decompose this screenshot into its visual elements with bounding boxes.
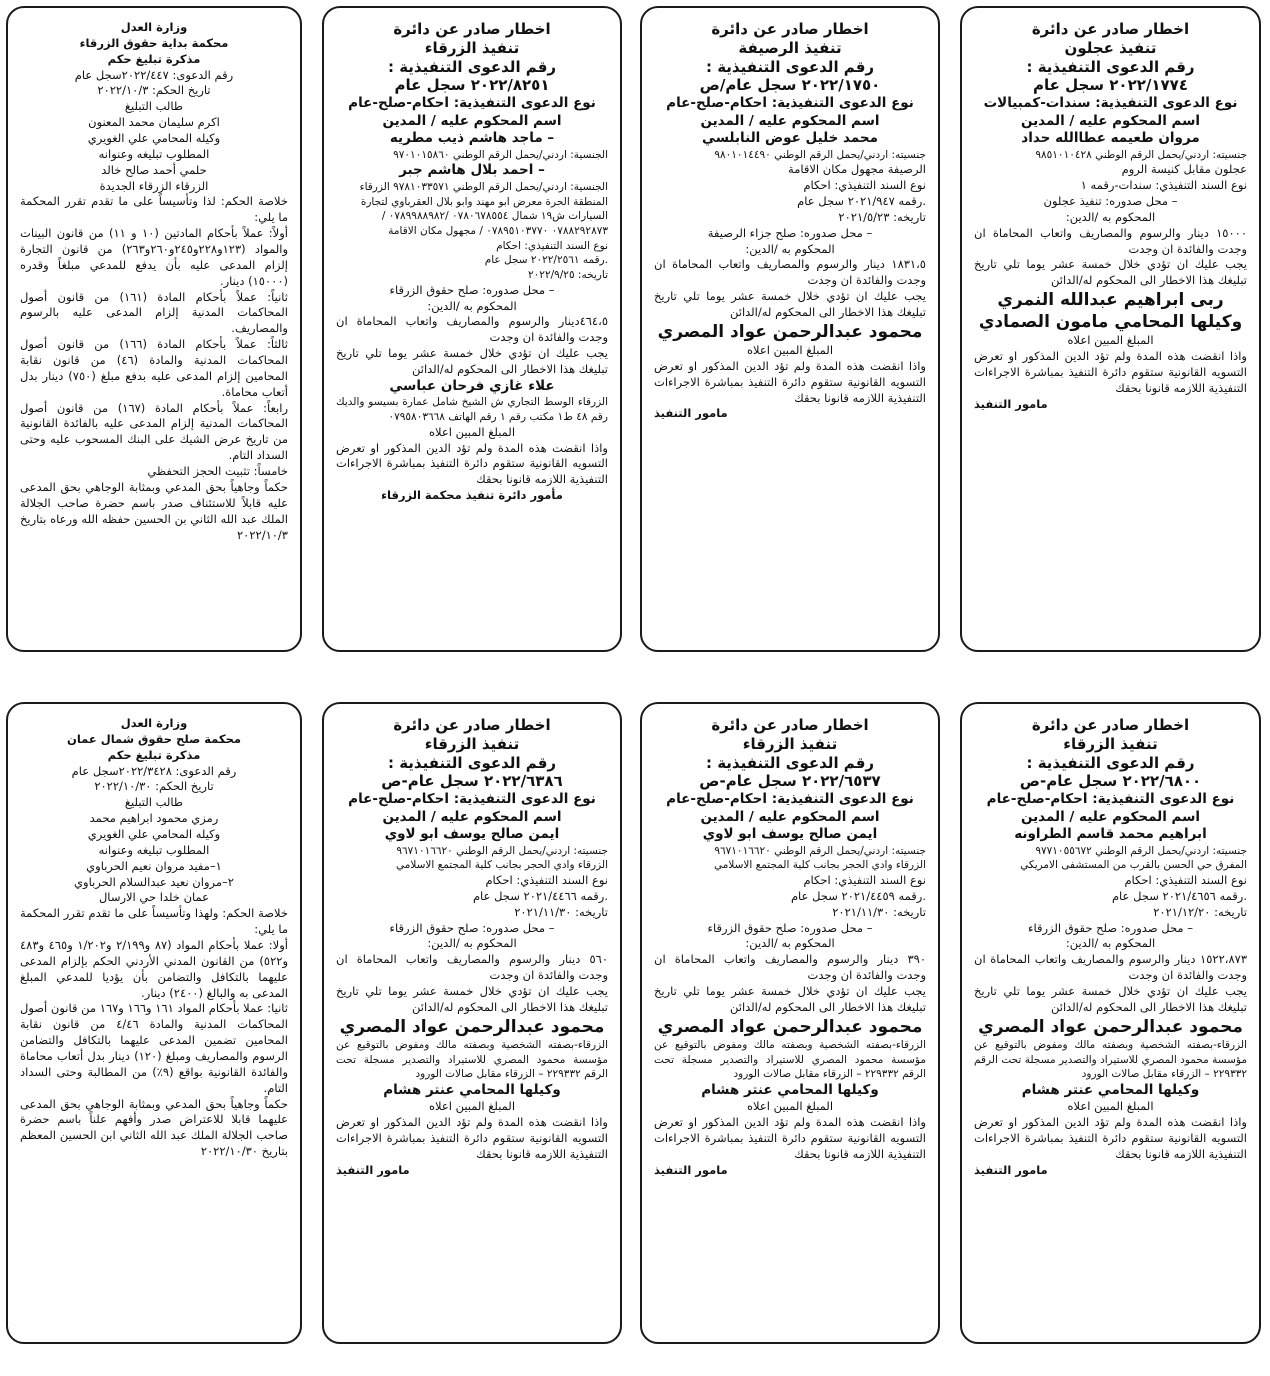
notice-line: مأمور دائرة تنفيذ محكمة الزرقاء <box>381 488 563 503</box>
notice-line: اسم المحكوم عليه / المدين <box>382 808 562 825</box>
notice-line: يجب عليك ان تؤدي خلال خمسة عشر يوما تلي تاريخ تبليغك هذا الاخطار الى المحكوم له/الدائن <box>336 984 608 1014</box>
notice-line: عجلون مقابل كنيسة الروم <box>1121 162 1247 177</box>
notice-line: تاريخه: ٢٠٢٢/٩/٢٥ <box>528 269 608 281</box>
notice-line: جنسيته: اردني/يحمل الرقم الوطني ٩٧٧١٠٥٥٦٧٢ <box>1035 844 1247 857</box>
notice-line: ٢٠٢٢/٨٢٥١ سجل عام <box>394 76 550 95</box>
notice-line: تنفيذ الرصيفة <box>738 38 842 57</box>
notice-line: تنفيذ الزرقاء <box>742 734 838 753</box>
notice-line: نوع الدعوى التنفيذية: احكام-صلح-عام <box>986 791 1235 807</box>
notice-line: الزرقاء-بصفته الشخصية وبصفته مالك ومفوض بالتوقيع عن مؤسسة محمود المصري للاستيراد والتصدير مسجلة تحت الرقم ٢٢٩٣٣٢ – الزرقاء مقابل صالات الورود <box>336 1038 608 1081</box>
notice-line: واذا انقضت هذه المدة ولم تؤد الدين المذكور او تعرض التسويه القانونية ستقوم دائرة التنفيذ بمباشرة الاجراءات التنفيذية اللازمه قانونا بحقك <box>654 1115 926 1162</box>
notice-line: واذا انقضت هذه المدة ولم تؤد الدين المذكور او تعرض التسويه القانونية ستقوم دائرة التنفيذ بمباشرة الاجراءات التنفيذية اللازمه قانونا بحقك <box>654 358 926 405</box>
notice-line: ٢٠٢٢/١٧٥٠ سجل عام/ص <box>699 76 881 95</box>
notice-line: طالب التبليغ <box>124 99 184 114</box>
notice-line: مامور التنفيذ <box>974 396 1048 411</box>
notice-line: يجب عليك ان تؤدي خلال خمسة عشر يوما تلي تاريخ تبليغك هذا الاخطار الى المحكوم له/الدائن <box>654 289 926 320</box>
notice-line: – محل صدوره: صلح حقوق الزرقاء <box>389 920 555 935</box>
notice-line: نوع الدعوى التنفيذية: احكام-صلح-عام <box>666 791 914 807</box>
notice-line: رابعاً: عملاً بأحكام المادة (١٦٧) من قانون أصول المحاكمات المدنية إلزام المدعى عليه بالفائدة القانونية من تاريخ عرض الشيك على البنك المسحوب عليه وحتى السداد التام. <box>20 400 288 463</box>
notice-line: علاء غازي فرحان عباسي <box>389 377 555 394</box>
notice-line: جنسيته: اردني/يحمل الرقم الوطني ٩٨٥١٠١٠٤٢٨ <box>1035 148 1247 161</box>
notice-rusaifa-1750 <box>640 6 940 652</box>
notice-line: حكماً وجاهياً بحق المدعي وبمثابة الوجاهي بحق المدعى عليه قابلاً للاستئناف صدر باسم حضرة صاحب الجلالة الملك عبد الله الثاني بن الحسين حفظه الله ورعاه بتاريخ ٢٠٢٢/١٠/٣ <box>20 479 288 542</box>
notice-line: – محل صدوره: صلح جزاء الرصيفة <box>707 225 873 240</box>
notice-line: محكمة بداية حقوق الزرقاء <box>79 35 229 50</box>
notice-line: مذكرة تبليغ حكم <box>107 51 201 66</box>
notice-line: جنسيته: اردني/يحمل الرقم الوطني ٩٦٧١٠١٦٦٢٠ <box>396 844 608 857</box>
notice-line: اسم المحكوم عليه / المدين <box>700 808 880 825</box>
notice-line: الزرقاء الزرقاء الجديدة <box>99 178 209 193</box>
notice-line: نوع الدعوى التنفيذية: احكام-صلح-عام <box>348 95 596 111</box>
notice-line: عمان خلدا حي الارسال <box>98 890 210 905</box>
notice-line: الزرقاء وادي الحجر بجانب كلية المجتمع الاسلامي <box>395 859 608 872</box>
notice-line: المحكوم به /الدين: <box>745 241 835 256</box>
notice-line: خامساً: تثبيت الحجز التحفظي <box>147 464 288 479</box>
notice-line: اخطار صادر عن دائرة <box>1031 20 1190 38</box>
notice-line: تاريخه: ٢٠٢١/٥/٢٣ <box>838 209 926 224</box>
notice-line: نوع السند التنفيذي: احكام <box>1124 873 1247 888</box>
notice-line: حلمي أحمد صالح خالد <box>101 162 207 177</box>
notice-line: أولاً: عملاً بأحكام المادتين (١٠ و ١١) من قانون البينات والمواد (١٢٣و٢٢٨و٢٤٥و٢٦٠و٢٦٣) من قانون التجارة إلزام المدعى عليه بأن يدفع للمدعي مبلغاً وقدره (١٥٠٠٠) دينار. <box>20 226 288 288</box>
notice-zarqa-6800 <box>960 702 1261 1344</box>
notice-line: نوع السند التنفيذي: سندات-رقمه ١ <box>1080 178 1247 193</box>
notice-line: المبلغ المبين اعلاه <box>428 1099 516 1114</box>
notice-line: ثالثاً: عملاً بأحكام المادة (١٦٦) من قانون أصول المحاكمات المدنية والمادة (٤٦) من قانون نقابة المحامين إلزام المدعى عليه بدفع مبلغ (٧٥٠) دينار بدل أتعاب محاماة. <box>20 337 289 399</box>
notice-line: مذكرة تبليغ حكم <box>107 747 201 762</box>
notice-line: ٢٠٢٢/١٧٧٤ سجل عام <box>1032 76 1188 95</box>
notice-line: اكرم سليمان محمد المعنون <box>88 115 220 130</box>
notice-line: وكيله المحامي علي الغويري <box>87 827 221 842</box>
notice-line: وكيلها المحامي عنتر هشام <box>383 1081 561 1098</box>
notice-line: رقم الدعوى التنفيذية : <box>705 753 875 772</box>
notice-line: محمد خليل عوض النابلسي <box>702 130 878 147</box>
notice-line: الجنسية: اردني/يحمل الرقم الوطني ٩٧٨١٠٣٣٥٧١ الزرقاء المنطقة الحرة معرض ابو مهند وابو بلال العقرباوي لتجارة السيارات ش١٩ شمال ٠٧٨٠٦٧٨٥٥٤ /٠٧٨٩٩٨٨٩٨٢ /٠٧٨٨٢٩٢٨٧٣ ٠٧٨٩٥١٠٣٧٧٠ / مجهول مكان الاقامة <box>359 180 608 237</box>
notice-line: جنسيته: اردني/يحمل الرقم الوطني ٩٨٠١٠١٤٤٩٠ <box>714 148 926 161</box>
notice-line: تاريخه: ٢٠٢١/١١/٣٠ <box>832 904 926 919</box>
notice-line: محكمة صلح حقوق شمال عمان <box>67 731 241 746</box>
notice-line: ثانيا: عملا بأحكام المواد ١٦١ و١٦٦ و١٦٧ من قانون أصول المحاكمات المدنية والمادة ٤/٤٦ من قانون نقابة المحامين تضمين المدعى عليهما بالتكافل والتضامن الرسوم والمصاريف ومبلغ (١٢٠) دينار بدل أتعاب محاماة والفائدة القانونية بواقع (٩٪) من المطالبة وحتى السداد التام. <box>20 1001 289 1095</box>
notice-line: – محل صدوره: صلح حقوق الزرقاء <box>1028 920 1193 935</box>
notice-line: نوع الدعوى التنفيذية: احكام-صلح-عام <box>666 95 914 111</box>
notice-line: ايمن صالح يوسف ابو لاوي <box>702 826 878 843</box>
notice-line: المحكوم به /الدين: <box>427 936 517 951</box>
notice-line: نوع الدعوى التنفيذية: سندات-كمبيالات <box>983 95 1238 111</box>
notice-line: خلاصة الحكم: ولهذا وتأسيساً على ما تقدم تقرر المحكمة ما يلي: <box>20 906 288 937</box>
notice-line: نوع السند التنفيذي: احكام <box>485 873 608 888</box>
notice-line: اخطار صادر عن دائرة <box>711 716 869 734</box>
notice-line: وكيلها المحامي عنتر هشام <box>1021 1081 1200 1098</box>
notice-line: اخطار صادر عن دائرة <box>393 716 551 734</box>
notice-line: .رقمه ٢٠٢١/٤٤٦٦ سجل عام <box>472 888 608 903</box>
notice-line: محمود عبدالرحمن عواد المصري <box>978 1016 1243 1037</box>
notice-line: ثانياً: عملاً بأحكام المادة (١٦١) من قانون أصول المحاكمات المدنية إلزام المدعى عليه بالرسوم والمصاريف. <box>20 289 288 336</box>
notice-line: وكيلها المحامي مامون الصمادي <box>978 312 1243 333</box>
notice-line: خلاصة الحكم: لذا وتأسيساً على ما تقدم تقرر المحكمة ما يلي: <box>20 194 288 225</box>
notice-line: رقم الدعوى: ٢٠٢٢/٤٤٧سجل عام <box>74 67 234 82</box>
notice-line: ١٥٢٢،٨٧٣ دينار والرسوم والمصاريف واتعاب المحاماة ان وجدت والفائدة ان وجدت <box>974 952 1247 983</box>
notice-line: المفرق حي الحسن بالقرب من المستشفى الامريكي <box>1020 859 1247 872</box>
notice-line: اخطار صادر عن دائرة <box>711 20 869 38</box>
notice-line: محمود عبدالرحمن عواد المصري <box>339 1016 605 1037</box>
notice-line: جنسيته: اردني/يحمل الرقم الوطني ٩٦٧١٠١٦٦٢٠ <box>714 844 926 857</box>
notice-line: رقم الدعوى: ٢٠٢٢/٣٤٢٨سجل عام <box>71 763 237 778</box>
notice-line: اخطار صادر عن دائرة <box>393 20 551 38</box>
notice-line: المحكوم به /الدين: <box>1065 936 1156 951</box>
notice-line: ١–مفيد مروان نعيم الحرباوي <box>86 858 222 873</box>
notice-line: محمود عبدالرحمن عواد المصري <box>657 321 923 342</box>
notice-court-zarqa-447 <box>6 6 302 652</box>
notice-line: ٥٦٠ دينار والرسوم والمصاريف واتعاب المحاماة ان وجدت والفائدة ان وجدت <box>336 952 608 983</box>
notice-line: المحكوم به /الدين: <box>1065 209 1156 224</box>
notice-line: المطلوب تبليغه وعنوانه <box>98 842 210 857</box>
notice-zarqa-6386 <box>322 702 622 1344</box>
notice-line: وزارة العدل <box>120 716 188 730</box>
notice-zarqa-6537 <box>640 702 940 1344</box>
notice-line: تاريخه: ٢٠٢١/١١/٣٠ <box>514 904 608 919</box>
notice-line: واذا انقضت هذه المدة ولم تؤد الدين المذكور او تعرض التسويه القانونية ستقوم دائرة التنفيذ بمباشرة الاجراءات التنفيذية اللازمه قانونا بحقك <box>336 1115 608 1162</box>
notice-line: ٤٦٤،٥دينار والرسوم والمصاريف واتعاب المحاماة ان وجدت والفائدة ان وجدت <box>336 314 608 345</box>
notice-line: ايمن صالح يوسف ابو لاوي <box>384 826 560 843</box>
notice-line: واذا انقضت هذه المدة ولم تؤد الدين المذكور او تعرض التسويه القانونية ستقوم دائرة التنفيذ بمباشرة الاجراءات التنفيذية اللازمه قانونا بحقك <box>974 1115 1247 1162</box>
notice-line: ابراهيم محمد قاسم الطراونه <box>1014 826 1207 843</box>
notice-line: اخطار صادر عن دائرة <box>1031 716 1190 734</box>
notice-line: تنفيذ الزرقاء <box>424 38 520 57</box>
notice-line: نوع الدعوى التنفيذية: احكام-صلح-عام <box>348 791 596 807</box>
notice-line: المحكوم به /الدين: <box>427 298 517 313</box>
notice-line: مامور التنفيذ <box>336 1162 410 1177</box>
notice-line: الزرقاء-بصفته الشخصية وبصفته مالك ومفوض بالتوقيع عن مؤسسة محمود المصري للاستيراد والتصدير مسجلة تحت الرقم ٢٢٩٣٣٢ – الزرقاء مقابل صالات الورود <box>974 1038 1247 1081</box>
notice-line: المبلغ المبين اعلاه <box>1067 1099 1154 1114</box>
notice-line: تاريخ الحكم: ٢٠٢٢/١٠/٣ <box>97 83 211 98</box>
notice-line: تنفيذ الزرقاء <box>1063 734 1158 753</box>
notice-line: – احمد بلال هاشم جبر <box>399 162 545 179</box>
notice-line: اسم المحكوم عليه / المدين <box>1020 112 1201 129</box>
notice-line: ١٨٣١،٥ دينار والرسوم والمصاريف واتعاب المحاماة ان وجدت والفائدة ان وجدت <box>654 257 926 288</box>
notice-line: المبلغ المبين اعلاه <box>746 1099 834 1114</box>
notice-line: رقم الدعوى التنفيذية : <box>1026 57 1195 76</box>
notice-line: نوع السند التنفيذي: احكام <box>803 873 926 888</box>
notice-line: .رقمه ٢٠٢٢/٢٥٦١ سجل عام <box>484 254 608 267</box>
notice-line: رقم الدعوى التنفيذية : <box>705 57 875 76</box>
notice-zarqa-8251 <box>322 6 622 652</box>
notice-line: تنفيذ عجلون <box>1064 38 1157 57</box>
notice-line: اسم المحكوم عليه / المدين <box>700 112 880 129</box>
notice-line: .رقمه ٢٠٢١/٤٤٥٩ سجل عام <box>790 888 926 903</box>
notice-line: – ماجد هاشم ذيب مطريه <box>389 130 555 147</box>
notice-line: الزرقاء وادي الحجر بجانب كلية المجتمع الاسلامي <box>713 859 926 872</box>
notice-line: مروان طعيمه عطاالله حداد <box>1021 130 1200 147</box>
notice-line: – محل صدوره: صلح حقوق الزرقاء <box>707 920 873 935</box>
notice-line: واذا انقضت هذه المدة ولم تؤد الدين المذكور او تعرض التسويه القانونية ستقوم دائرة التنفيذ بمباشرة الاجراءات التنفيذية اللازمه قانونا بحقك <box>974 349 1247 395</box>
notice-line: وزارة العدل <box>120 20 188 34</box>
notice-line: تنفيذ الزرقاء <box>424 734 520 753</box>
notice-line: الجنسية: اردني/يحمل الرقم الوطني ٩٧٠١٠١٥٨٦٠ <box>393 148 608 161</box>
notice-line: المبلغ المبين اعلاه <box>1067 333 1154 348</box>
notice-line: .رقمه ٢٠٢١/٩٤٧ سجل عام <box>797 194 926 209</box>
notice-line: حكماً وجاهياً بحق المدعي وبمثابة الوجاهي بحق المدعى عليهما قابلا للاعتراض صدر وأفهم علناً باسم حضرة صاحب الجلالة الملك عبد الله الثاني ابن الحسين المعظم بتاريخ ٢٠٢٢/١٠/٣٠ <box>20 1096 288 1159</box>
notice-line: ٣٩٠ دينار والرسوم والمصاريف واتعاب المحاماة ان وجدت والفائدة ان وجدت <box>654 952 926 983</box>
notice-line: مامور التنفيذ <box>654 1162 728 1177</box>
notice-line: .رقمه ٢٠٢١/٤٦٥٦ سجل عام <box>1111 888 1247 903</box>
notice-line: تاريخ الحكم: ٢٠٢٢/١٠/٣٠ <box>94 779 214 794</box>
notice-line: المبلغ المبين اعلاه <box>746 343 834 358</box>
notice-line: ٢٠٢٢/٦٥٣٧ سجل عام-ص <box>699 772 881 791</box>
notice-line: رمزي محمود ابراهيم محمد <box>89 811 219 826</box>
notice-line: ١٥٠٠٠ دينار والرسوم والمصاريف واتعاب المحاماة ان وجدت والفائدة ان وجدت <box>974 225 1247 256</box>
notice-line: رقم الدعوى التنفيذية : <box>387 57 557 76</box>
notice-line: المبلغ المبين اعلاه <box>428 424 516 439</box>
notice-line: وكيله المحامي علي الغويري <box>87 131 221 146</box>
notice-line: طالب التبليغ <box>124 795 184 810</box>
notice-line: المحكوم به /الدين: <box>745 936 835 951</box>
notice-line: ٢٠٢٢/٦٣٨٦ سجل عام-ص <box>381 772 563 791</box>
notice-line: الزرقاء الوسط التجاري ش الشيخ شامل عمارة بسيسو والديك رقم ٤٨ ط١ مكتب رقم ١ رقم الهاتف ٠٧٩٥٨٠٣٦٦٨ <box>336 396 608 424</box>
notice-line: مامور التنفيذ <box>974 1162 1048 1177</box>
notice-ajloun-1774 <box>960 6 1261 652</box>
notice-line: مامور التنفيذ <box>654 406 728 421</box>
notice-line: الزرقاء-بصفته الشخصية وبصفته مالك ومفوض بالتوقيع عن مؤسسة محمود المصري للاستيراد والتصدير مسجلة تحت الرقم ٢٢٩٣٣٢ – الزرقاء مقابل صالات الورود <box>654 1038 926 1081</box>
notice-line: محمود عبدالرحمن عواد المصري <box>657 1016 923 1037</box>
notice-court-amman-3428 <box>6 702 302 1344</box>
notice-line: واذا انقضت هذه المدة ولم تؤد الدين المذكور او تعرض التسويه القانونية ستقوم دائرة التنفيذ بمباشرة الاجراءات التنفيذية اللازمه قانونا بحقك <box>336 440 608 487</box>
notice-line: – محل صدوره: صلح حقوق الزرقاء <box>389 282 555 297</box>
notice-line: يجب عليك ان تؤدي خلال خمسة عشر يوما تلي تاريخ تبليغك هذا الاخطار الى المحكوم له/الدائن <box>974 257 1247 288</box>
notice-line: يجب عليك ان تؤدي خلال خمسة عشر يوما تلي تاريخ تبليغك هذا الاخطار الى المحكوم له/الدائن <box>654 984 926 1014</box>
notice-line: أولا: عملا بأحكام المواد (٨٧ و٢/١٩٩ و١/٢٠٢ و٤٦٥ و٤٨٣ و٥٢٢) من القانون المدني الأردني الحكم بإلزام المدعى عليهما بالتكافل والتضامن بأن يؤديا للمدعي المبلغ المدعى به والبالغ (٢٤٠٠) دينار. <box>20 938 288 1000</box>
notice-line: وكيلها المحامي عنتر هشام <box>701 1081 879 1098</box>
notice-line: – محل صدوره: تنفيذ عجلون <box>1043 194 1178 209</box>
notice-line: يجب عليك ان تؤدي خلال خمسة عشر يوما تلي تاريخ تبليغك هذا الاخطار الى المحكوم له/الدائن <box>974 984 1247 1014</box>
notice-line: المطلوب تبليغه وعنوانه <box>98 146 210 161</box>
notice-line: رقم الدعوى التنفيذية : <box>387 753 557 772</box>
notice-line: تاريخه: ٢٠٢١/١٢/٢٠ <box>1153 904 1247 919</box>
notice-line: ٢٠٢٢/٦٨٠٠ سجل عام-ص <box>1019 772 1202 791</box>
notice-line: يجب عليك ان تؤدي خلال خمسة عشر يوما تلي تاريخ تبليغك هذا الاخطار الى المحكوم له/الدائن <box>336 346 608 376</box>
notice-line: اسم المحكوم عليه / المدين <box>1020 808 1201 825</box>
notice-line: رقم الدعوى التنفيذية : <box>1026 753 1195 772</box>
notice-line: ربى ابراهيم عبدالله النمري <box>997 290 1224 311</box>
notice-line: نوع السند التنفيذي: احكام <box>803 178 926 193</box>
notice-line: اسم المحكوم عليه / المدين <box>382 112 562 129</box>
notice-line: الرصيفة مجهول مكان الاقامة <box>788 162 926 177</box>
notice-line: ٢–مروان نعيد عبدالسلام الحرباوي <box>74 874 234 889</box>
notice-line: نوع السند التنفيذي: احكام <box>496 239 608 252</box>
